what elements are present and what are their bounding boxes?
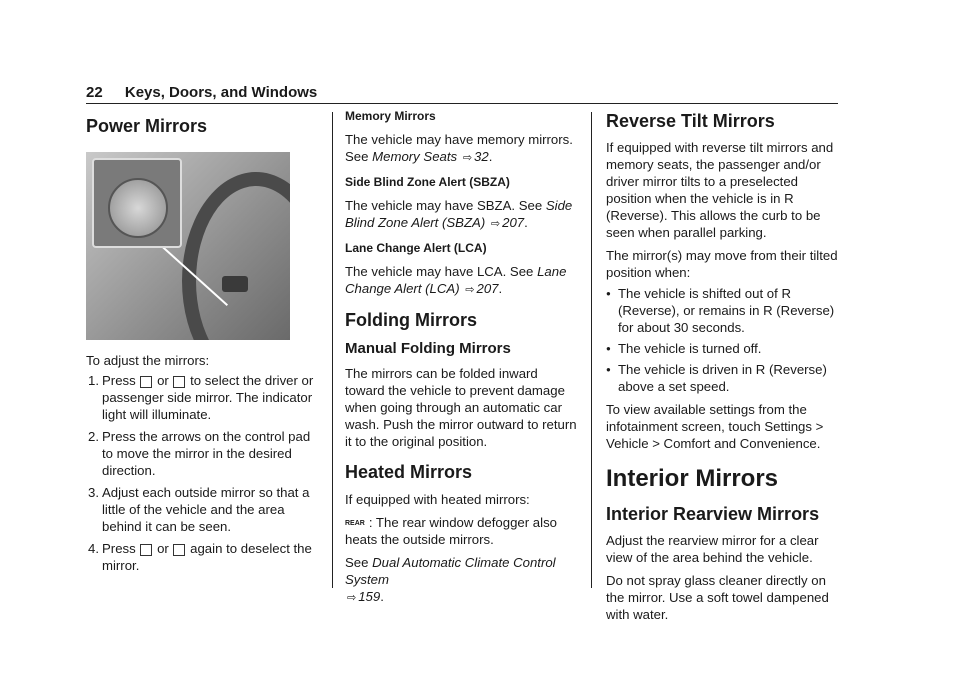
power-mirrors-heading: Power Mirrors <box>86 116 208 136</box>
reverse-tilt-heading: Reverse Tilt Mirrors <box>606 111 775 131</box>
rear-defog-icon: REAR <box>345 520 365 528</box>
left-mirror-select-icon <box>140 376 152 388</box>
heated-text: REAR : The rear window defogger also heats the outside mirrors. <box>345 515 557 547</box>
column-2 <box>345 108 577 607</box>
reverse-tilt-text: If equipped with reverse tilt mirrors and memory seats, the passenger and/or driver mirror tilts to a preselected position when the vehicle is in R (Reverse). This allows the curb to be seen when parallel parking. <box>606 140 834 240</box>
column-divider <box>591 112 592 588</box>
column-1 <box>86 108 320 574</box>
move-conditions <box>606 285 838 395</box>
rearview-text-1: Adjust the rearview mirror for a clear view of the area behind the vehicle. <box>606 533 819 565</box>
list-item: ● The vehicle is shifted out of R (Reverse), or remains in R (Reverse) for about 30 seconds. <box>606 285 838 336</box>
page-number: 22 <box>86 84 103 101</box>
rearview-text-2: Do not spray glass cleaner directly on the mirror. Use a soft towel dampened with water. <box>606 573 829 622</box>
page-ref-icon: ⇨ <box>462 152 473 164</box>
memory-mirrors-heading: Memory Mirrors <box>345 109 436 123</box>
list-item: 4. Press or again to deselect the mirror. <box>88 541 312 573</box>
folding-mirrors-heading: Folding Mirrors <box>345 310 477 330</box>
list-item: ● The vehicle is turned off. <box>606 340 838 357</box>
page-ref-icon: ⇨ <box>465 284 475 296</box>
climate-ref: See Dual Automatic Climate Control System ⇨ 159. <box>345 555 556 604</box>
mirror-knob-icon <box>108 178 168 238</box>
move-intro: The mirror(s) may move from their tilted position when: <box>606 248 838 280</box>
lca-text: The vehicle may have LCA. See Lane Change Alert (LCA) ⇨ 207. <box>345 264 567 296</box>
lca-link[interactable]: Lane Change Alert (LCA) <box>345 264 567 296</box>
mirror-control-illustration <box>86 152 290 340</box>
manual-folding-heading: Manual Folding Mirrors <box>345 340 511 357</box>
page-ref-icon: ⇨ <box>347 592 357 604</box>
manual-folding-text: The mirrors can be folded inward toward the vehicle to prevent damage when going through an automatic car wash. Push the mirror outward to return it to the original position. <box>345 366 577 449</box>
page-ref-icon: ⇨ <box>490 218 501 230</box>
page-header <box>86 84 317 101</box>
header-rule <box>86 103 838 104</box>
sbza-text: The vehicle may have SBZA. See Side Blind Zone Alert (SBZA) ⇨ 207. <box>345 198 573 230</box>
settings-text: To view available settings from the infotainment screen, touch Settings > Vehicle > Comfort and Convenience. <box>606 402 824 451</box>
list-item: 2. Press the arrows on the control pad to move the mirror in the desired direction. <box>88 429 311 478</box>
sbza-link[interactable]: Side Blind Zone Alert (SBZA) <box>345 198 573 230</box>
column-3 <box>606 108 838 623</box>
sbza-heading: Side Blind Zone Alert (SBZA) <box>345 175 510 189</box>
right-mirror-select-icon <box>173 544 185 556</box>
heated-mirrors-heading: Heated Mirrors <box>345 462 473 482</box>
lca-heading: Lane Change Alert (LCA) <box>345 241 487 255</box>
column-divider <box>332 112 333 588</box>
memory-seats-link[interactable]: Memory Seats <box>372 149 458 164</box>
section-title: Keys, Doors, and Windows <box>124 84 318 101</box>
heated-intro: If equipped with heated mirrors: <box>345 492 530 507</box>
memory-text: The vehicle may have memory mirrors. See Memory Seats ⇨ 32. <box>345 132 573 164</box>
right-mirror-select-icon <box>173 376 185 388</box>
rearview-mirrors-heading: Interior Rearview Mirrors <box>606 504 820 524</box>
left-mirror-select-icon <box>140 544 152 556</box>
interior-mirrors-heading: Interior Mirrors <box>606 465 779 492</box>
climate-link[interactable]: Dual Automatic Climate Control System <box>345 555 556 587</box>
adjust-intro: To adjust the mirrors: <box>86 353 210 368</box>
adjust-steps <box>86 372 320 574</box>
list-item: 3. Adjust each outside mirror so that a little of the vehicle and the area behind it can be seen. <box>88 485 310 534</box>
list-item: ● The vehicle is driven in R (Reverse) above a set speed. <box>606 361 838 395</box>
list-item: 1. Press or to select the driver or passenger side mirror. The indicator light will illuminate. <box>88 373 314 422</box>
